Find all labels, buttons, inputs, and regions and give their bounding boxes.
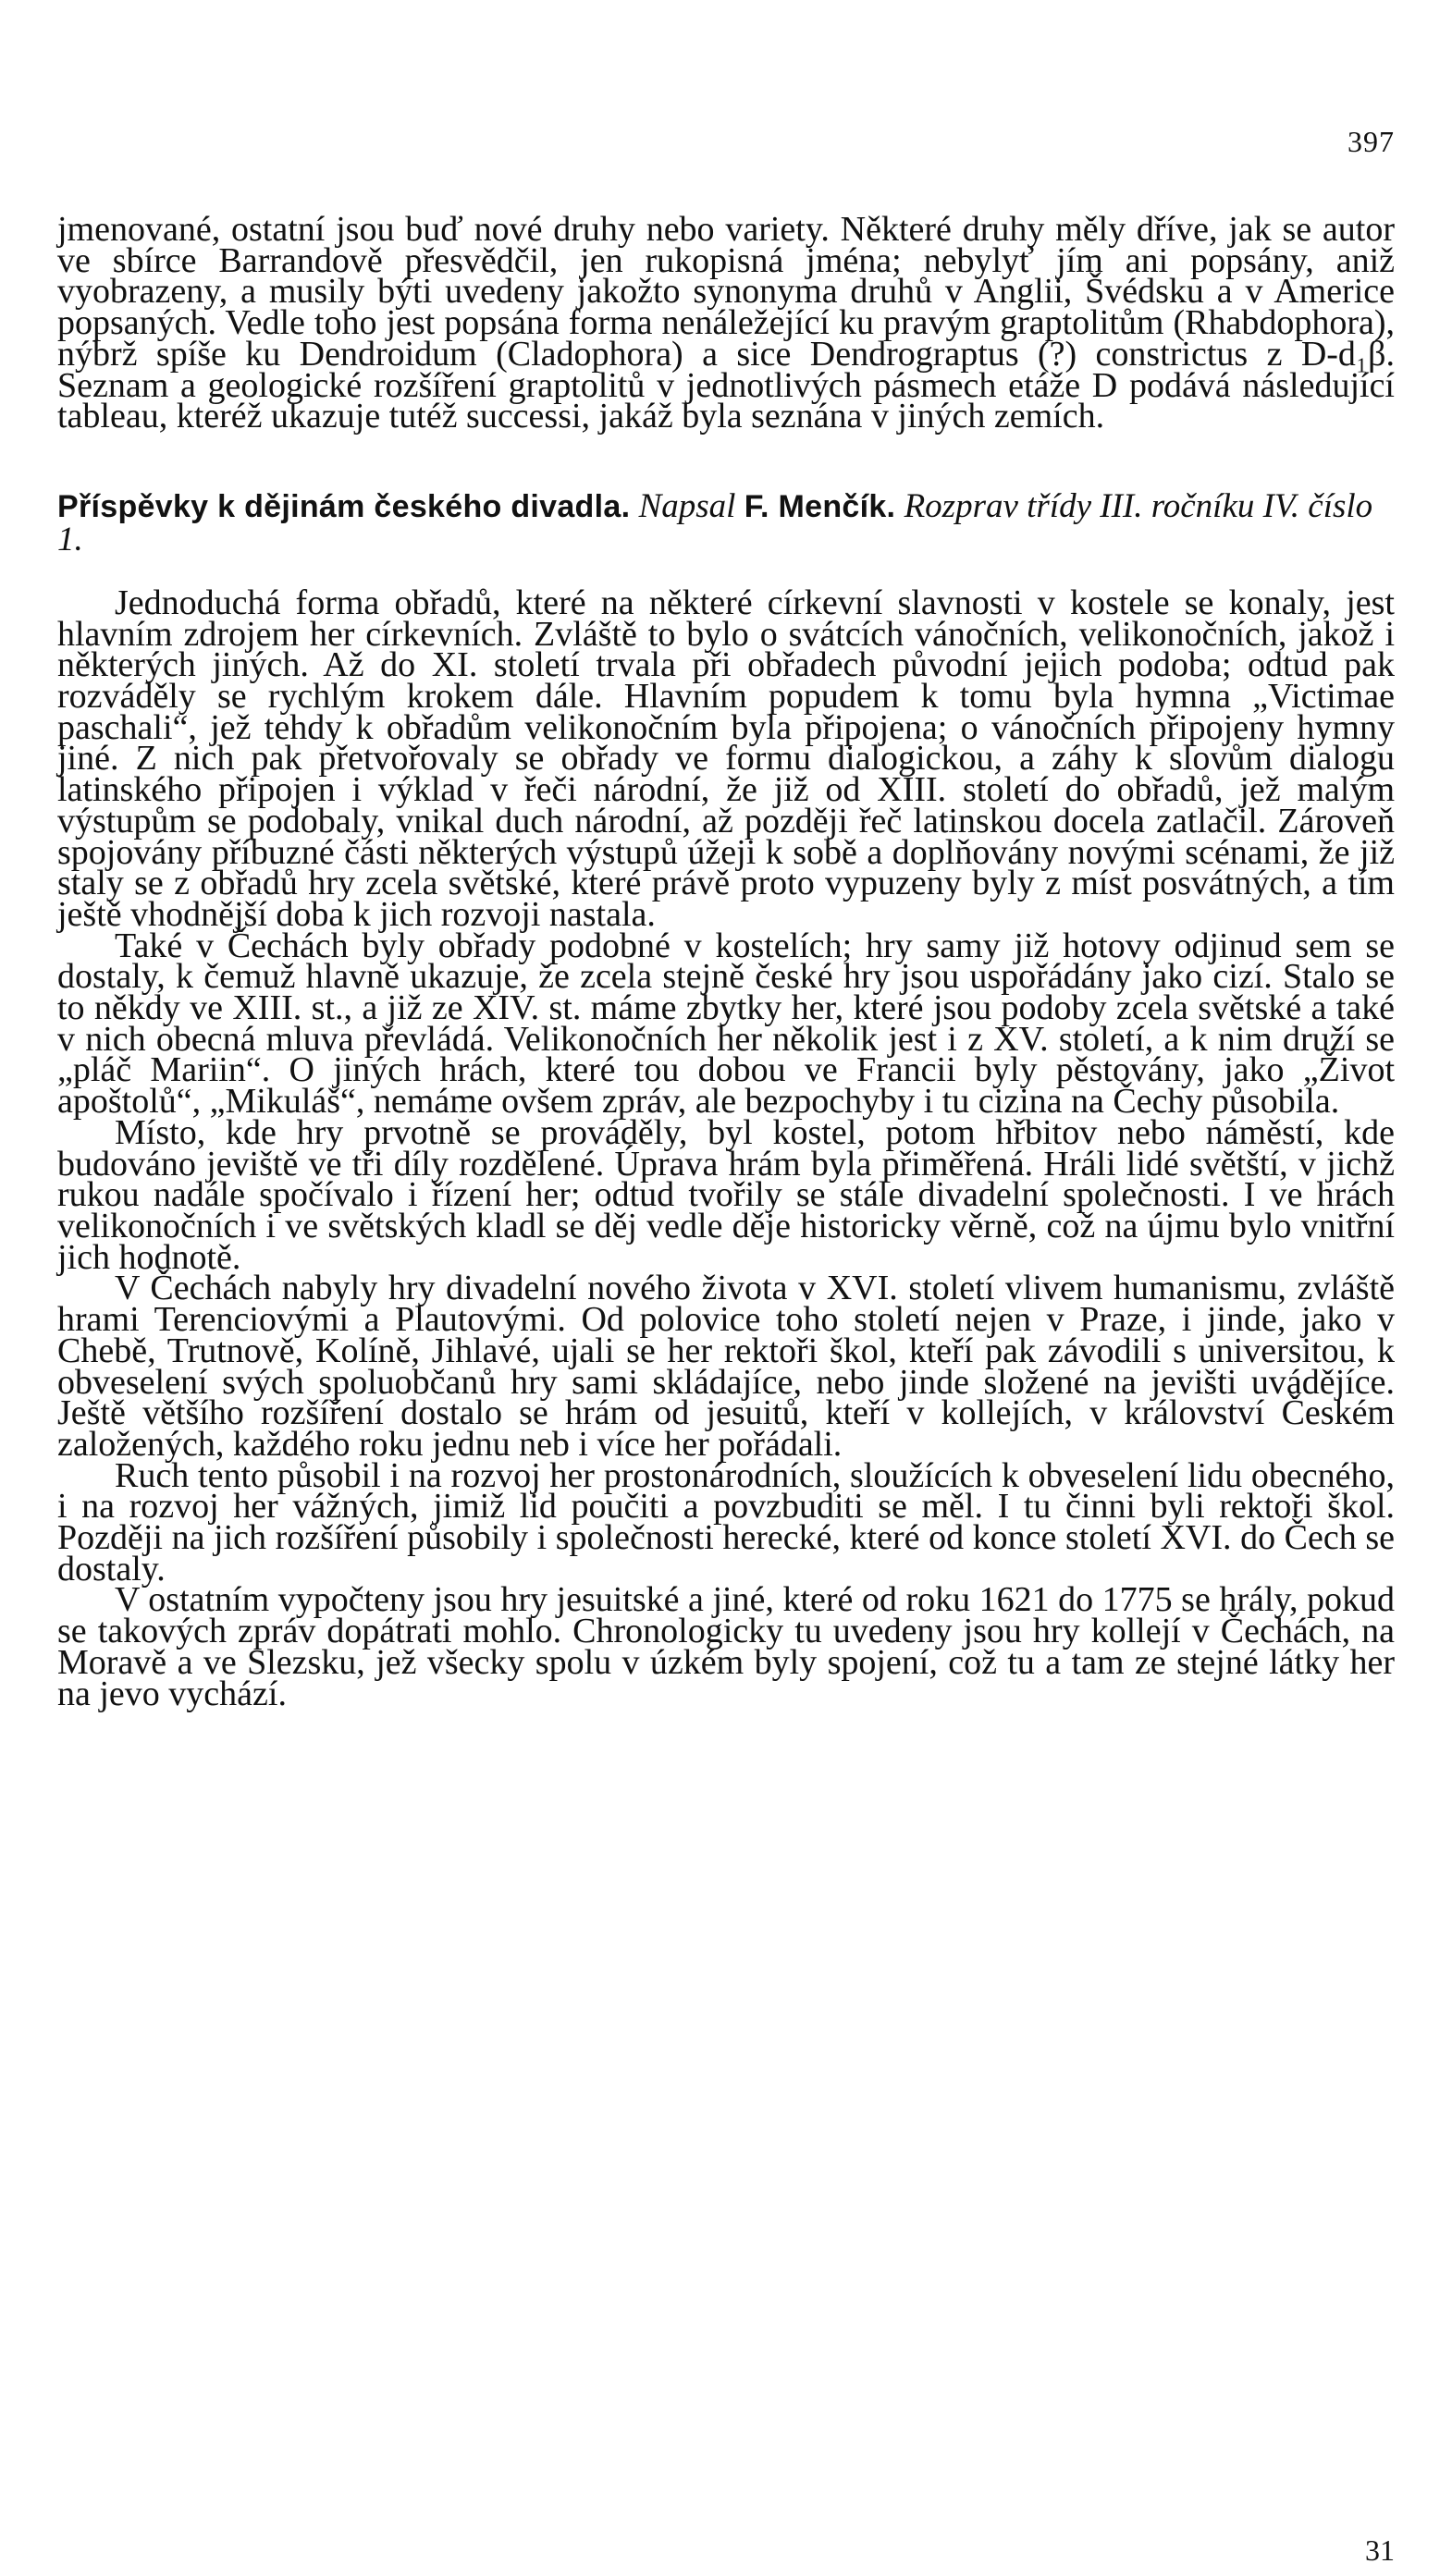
- body-paragraph: Ruch tento působil i na rozvoj her prostonárodních, sloužících k obveselení lidu obecného, i na rozvoj her vážných, jimiž lid poučiti a povzbuditi se měl. I tu činni byli rektoři škol. Později na jich rozšíření působily i společnosti herecké, které od konce století XVI. do Čech se dostaly.: [57, 1455, 1395, 1589]
- printer-signature-mark: 31: [1365, 2533, 1395, 2567]
- body-paragraph: V ostatním vypočteny jsou hry jesuitské a jiné, které od roku 1621 do 1775 se hrály, pokud se takových zpráv dopátrati mohlo. Chronologicky tu uvedeny jsou hry kollejí v Čechách, na Moravě a ve Slezsku, jež všecky spolu v úzkém byly spojení, což tu a tam ze stejné látky her na jevo vychází.: [57, 1580, 1395, 1713]
- article-author: F. Menčík.: [744, 488, 896, 524]
- page-number: 397: [1347, 125, 1395, 158]
- intro-paragraph: jmenované, ostatní jsou buď nové druhy nebo variety. Některé druhy měly dříve, jak se autor ve sbírce Barrandově přesvědčil, jen rukopisná jména; nebylyť jím ani popsány, aniž vyobrazeny, a musily býti uvedeny jakožto synonyma druhů v Anglii, Švédsku a v Americe popsaných. Vedle toho jest popsána forma nenáležející ku pravým graptolitům (Rhabdophora), nýbrž spíše ku Dendroidum (Cladophora) a sice Dendrograptus (?) constrictus z D-d₁β. Seznam a geologické rozšíření graptolitů v jednotlivých pásmech etáže D podává následující tableau, kteréž ukazuje tutéž successi, jakáž byla seznána v jiných zemích.: [57, 210, 1395, 436]
- author-label: Napsal: [638, 486, 736, 525]
- body-paragraph: Také v Čechách byly obřady podobné v kostelích; hry samy již hotovy odjinud sem se dostaly, k čemuž hlavně ukazuje, že zcela stejně české hry jsou uspořádány jako cizí. Stalo se to někdy ve XIII. st., a již ze XIV. st. máme zbytky her, které jsou podoby zcela světské a také v nich obecná mluva převládá. Velikonočních her několik jest i z XV. století, a k nim druží se „pláč Mariin“. O jiných hrách, které tou dobou ve Francii byly pěstovány, jako „Život apoštolů“, „Mikuláš“, nemáme ovšem zpráv, ale bezpochyby i tu cizina na Čechy působila.: [57, 926, 1395, 1122]
- article-source: Rozprav třídy III. ročníku IV. číslo 1.: [57, 486, 1373, 558]
- body-paragraph: Místo, kde hry prvotně se prováděly, byl kostel, potom hřbitov nebo náměstí, kde budováno jeviště ve tři díly rozdělené. Úprava hrám byla přiměřená. Hráli lidé světští, v jichž rukou nadále spočívalo i řízení her; odtud tvořily se stále divadelní společnosti. I ve hrách velikonočních i ve světských kladl se děj vedle děje historicky věrně, což na újmu bylo vnitřní jich hodnotě.: [57, 1112, 1395, 1277]
- body-paragraph: Jednoduchá forma obřadů, které na některé církevní slavnosti v kostele se konaly, jest hlavním zdrojem her církevních. Zvláště to bylo o svátcích vánočních, velikonočních, jakož i některých jiných. Až do XI. století trvala při obřadech původní jejich podoba; odtud pak rozváděly se rychlým krokem dále. Hlavním popudem k tomu byla hymna „Victimae paschali“, jež tehdy k obřadům velikonočním byla připojena; o vánočních připojeny hymny jiné. Z nich pak přetvořovaly se obřady ve formu dialogickou, a záhy k slovům dialogu latinského připojen i výklad v řeči národní, že již od XIII. století do obřadů, jež malým výstupům se podobaly, vnikal duch národní, až později řeč latinskou docela zatlačil. Zároveň spojovány příbuzné části některých výstupů úžeji k sobě a doplňovány novými scénami, že již staly se z obřadů hry zcela světské, které právě proto vypuzeny byly z míst posvátných, a tím ještě vhodnější doba k jich rozvoji nastala.: [57, 583, 1395, 934]
- page-body: [57, 210, 1395, 1713]
- article-title: Příspěvky k dějinám českého divadla.: [57, 488, 631, 524]
- body-paragraph: V Čechách nabyly hry divadelní nového života v XVI. století vlivem humanismu, zvláště hrami Terenciovými a Plautovými. Od polovice toho století nejen v Praze, i jinde, jako v Chebě, Trutnově, Kolíně, Jihlavé, ujali se her rektoři škol, kteří pak závodili s universitou, k obveselení svých spoluobčanů hry sami skládajíce, nebo jinde složené na jevišti uvádějíce. Ještě většího rozšíření dostalo se hrám od jesuitů, kteří v kollejích, v království Českém založených, každého roku jednu neb i více her pořádali.: [57, 1269, 1395, 1464]
- article-heading: [57, 486, 1395, 558]
